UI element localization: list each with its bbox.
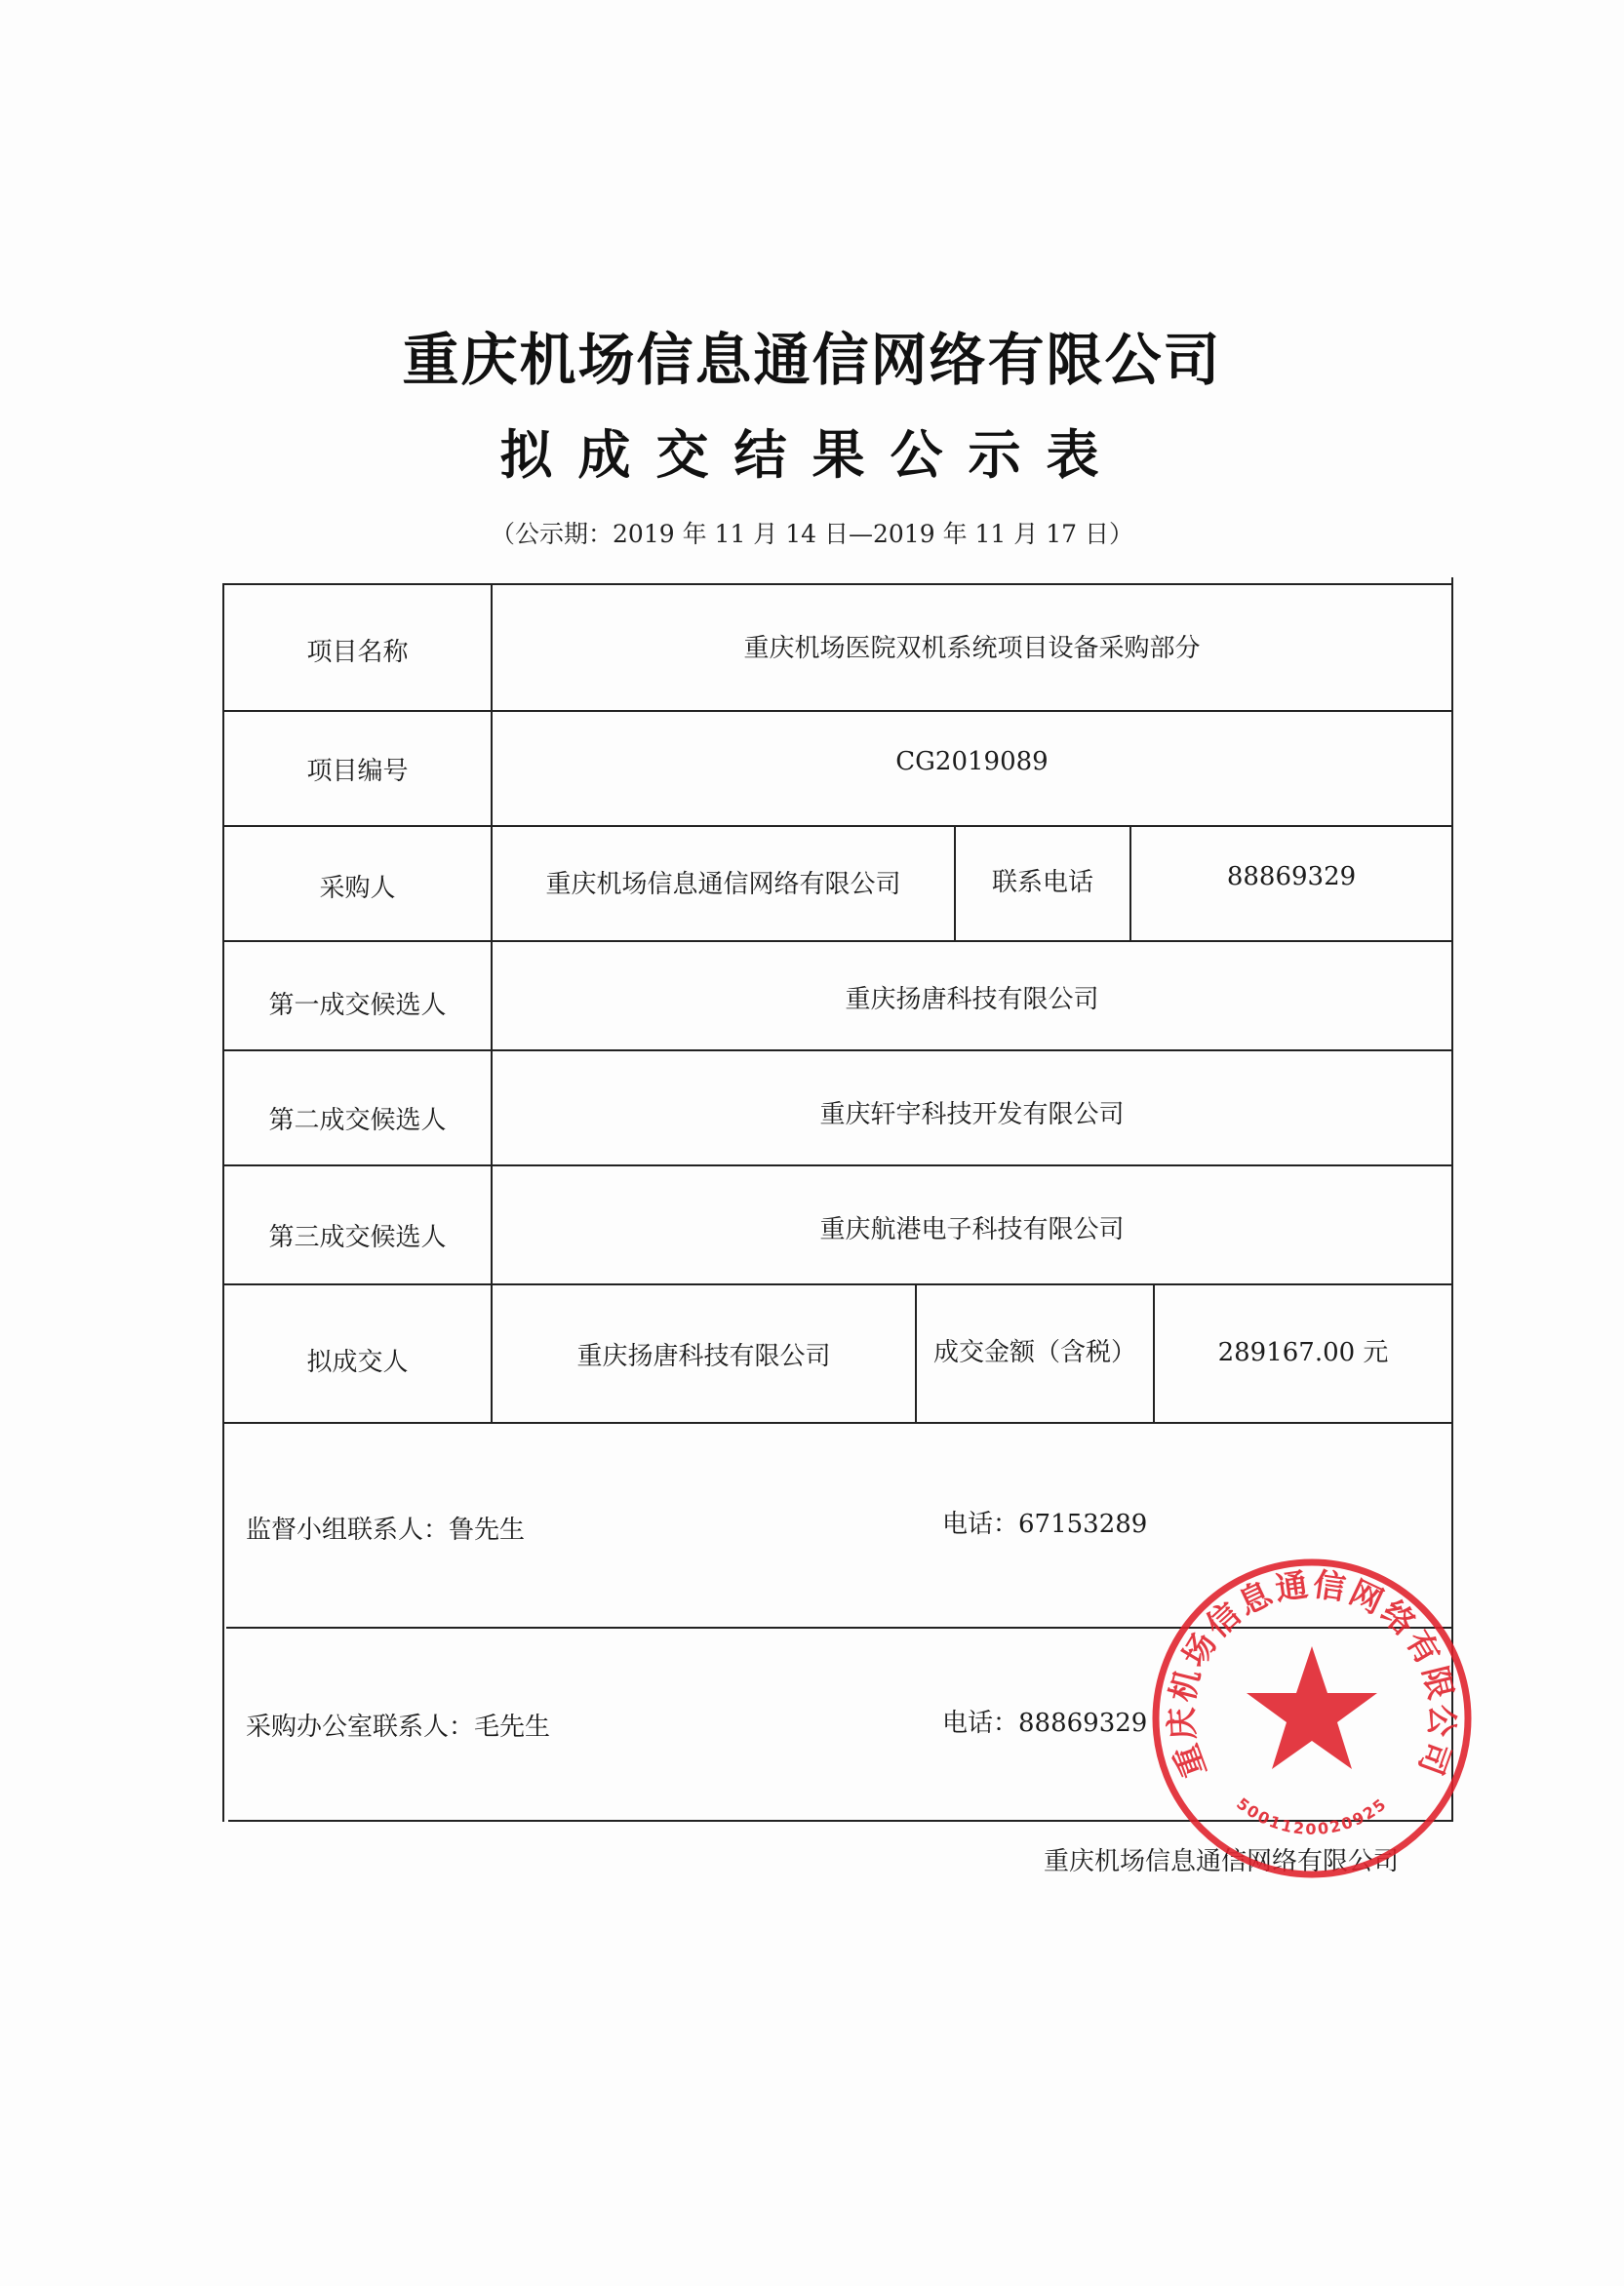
official-seal-icon — [1146, 1553, 1478, 1884]
purchaser-label: 采购人 — [319, 874, 396, 903]
office-contact: 采购办公室联系人：毛先生 — [246, 1713, 551, 1742]
candidate2-label: 第二成交候选人 — [268, 1106, 447, 1135]
candidate2-value: 重庆轩宇科技开发有限公司 — [819, 1100, 1125, 1129]
table-divider — [222, 940, 1453, 942]
supervisor-phone: 电话：67153289 — [942, 1510, 1148, 1539]
contact-phone-value: 88869329 — [1226, 862, 1357, 891]
project-no-value: CG2019089 — [895, 747, 1049, 776]
table-divider — [222, 1422, 1453, 1424]
amount-value: 289167.00 元 — [1217, 1338, 1389, 1367]
seal-star-icon — [1247, 1646, 1377, 1769]
project-no-label: 项目编号 — [306, 757, 409, 786]
purchaser-value: 重庆机场信息通信网络有限公司 — [545, 870, 901, 899]
document-title: 拟成交结果公示表 — [499, 424, 1125, 486]
seal-number: 5001120020925 — [1233, 1793, 1391, 1838]
svg-text:5001120020925 — [1233, 1794, 1391, 1838]
table-divider — [222, 710, 1453, 712]
proposed-label: 拟成交人 — [306, 1348, 409, 1377]
project-name-label: 项目名称 — [306, 638, 409, 667]
document-title-company: 重庆机场信息通信网络有限公司 — [402, 327, 1222, 393]
office-phone: 电话：88869329 — [942, 1709, 1148, 1738]
candidate1-value: 重庆扬唐科技有限公司 — [845, 985, 1099, 1014]
supervisor-contact: 监督小组联系人：鲁先生 — [246, 1516, 526, 1545]
table-divider — [222, 825, 1453, 827]
contact-phone-label: 联系电话 — [991, 868, 1093, 897]
footer-company-name: 重庆机场信息通信网络有限公司 — [1044, 1847, 1400, 1876]
candidate3-value: 重庆航港电子科技有限公司 — [819, 1215, 1125, 1244]
seal-text: 重庆机场信息通信网络有限公司 — [1162, 1564, 1462, 1783]
amount-label: 成交金额（含税） — [932, 1338, 1136, 1367]
table-divider — [222, 1283, 1453, 1285]
table-border — [222, 583, 1453, 585]
project-name-value: 重庆机场医院双机系统项目设备采购部分 — [743, 634, 1201, 663]
proposed-value: 重庆扬唐科技有限公司 — [576, 1342, 831, 1371]
table-divider — [222, 1164, 1453, 1166]
publicity-period: （公示期：2019 年 11 月 14 日—2019 年 11 月 17 日） — [491, 520, 1133, 548]
table-divider — [222, 1049, 1453, 1051]
candidate1-label: 第一成交候选人 — [268, 991, 447, 1020]
candidate3-label: 第三成交候选人 — [268, 1223, 447, 1252]
